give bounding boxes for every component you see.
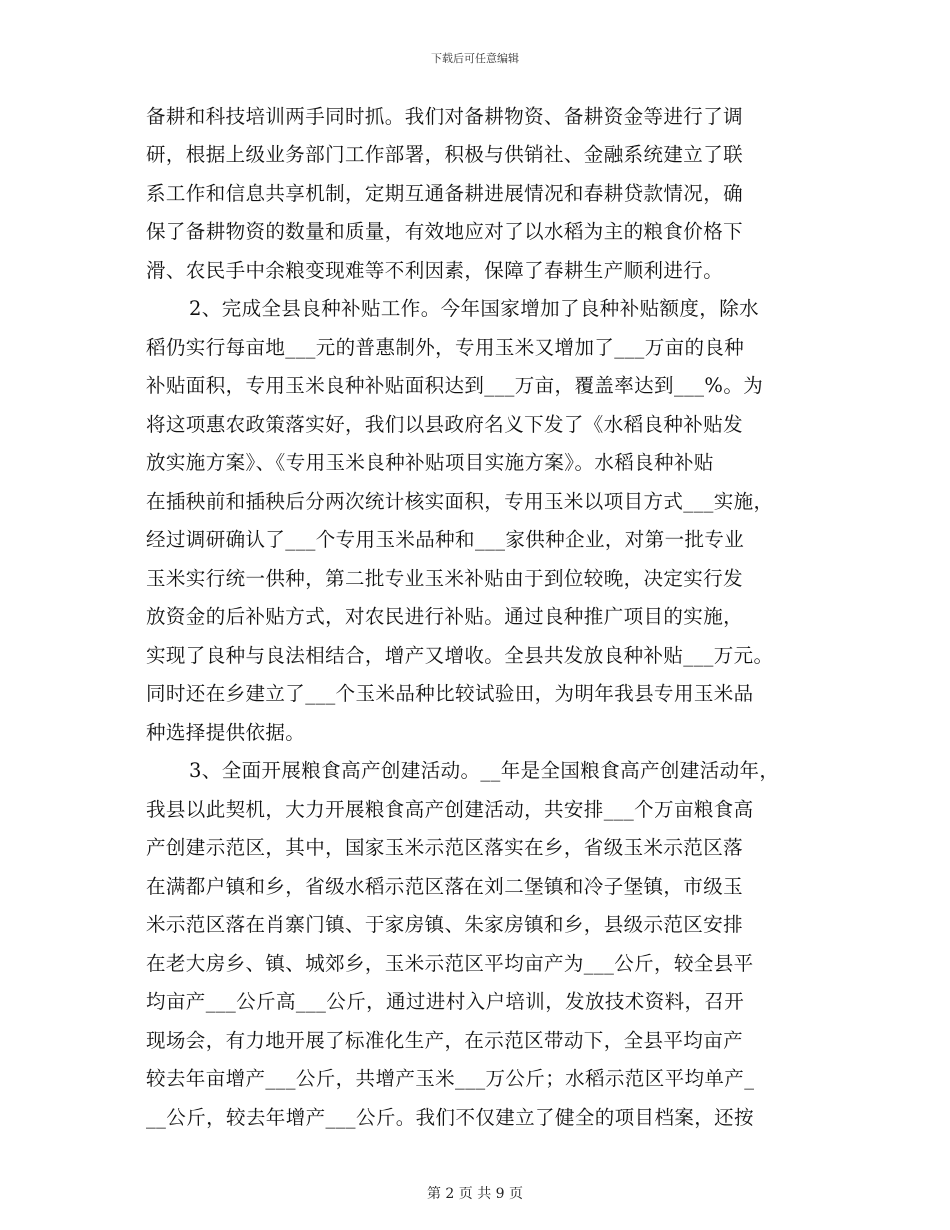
text-line: 在插秧前和插秧后分两次统计核实面积，专用玉米以项目方式___实施， bbox=[146, 490, 774, 513]
text-line: 放资金的后补贴方式，对农民进行补贴。通过良种推广项目的实施， bbox=[146, 605, 744, 628]
text-line: 实现了良种与良法相结合，增产又增收。全县共发放良种补贴___万元。 bbox=[146, 644, 774, 667]
text-line: 3、全面开展粮食高产创建活动。__年是全国粮食高产创建活动年， bbox=[189, 759, 780, 782]
text-line: 同时还在乡建立了___个玉米品种比较试验田，为明年我县专用玉米品 bbox=[146, 682, 754, 705]
page-header: 下载后可任意编辑 bbox=[431, 52, 519, 65]
text-line: 备耕和科技培训两手同时抓。我们对备耕物资、备耕资金等进行了调 bbox=[146, 105, 744, 128]
text-line: 研，根据上级业务部门工作部署，积极与供销社、金融系统建立了联 bbox=[146, 143, 744, 166]
text-line: 产创建示范区，其中，国家玉米示范区落实在乡，省级玉米示范区落 bbox=[146, 836, 744, 859]
text-line: 2、完成全县良种补贴工作。今年国家增加了良种补贴额度，除水 bbox=[189, 297, 760, 320]
text-line: 系工作和信息共享机制，定期互通备耕进展情况和春耕贷款情况，确 bbox=[146, 182, 744, 205]
text-line: 保了备耕物资的数量和质量，有效地应对了以水稻为主的粮食价格下 bbox=[146, 220, 744, 243]
text-line: 较去年亩增产___公斤，共增产玉米___万公斤；水稻示范区平均单产_ bbox=[146, 1067, 755, 1090]
text-line: 玉米实行统一供种，第二批专业玉米补贴由于到位较晚，决定实行发 bbox=[146, 567, 744, 590]
text-line: 稻仍实行每亩地___元的普惠制外，专用玉米又增加了___万亩的良种 bbox=[146, 336, 745, 359]
text-line: 在满都户镇和乡，省级水稻示范区落在刘二堡镇和冷子堡镇，市级玉 bbox=[146, 875, 744, 898]
text-line: 种选择提供依据。 bbox=[146, 721, 306, 744]
text-line: 均亩产___公斤高___公斤，通过进村入户培训，发放技术资料，召开 bbox=[146, 990, 745, 1013]
text-line: 补贴面积，专用玉米良种补贴面积达到___万亩，覆盖率达到___%。为 bbox=[146, 374, 764, 397]
text-line: 米示范区落在肖寨门镇、于家房镇、朱家房镇和乡，县级示范区安排 bbox=[146, 913, 744, 936]
text-line: 滑、农民手中余粮变现难等不利因素，保障了春耕生产顺利进行。 bbox=[146, 259, 724, 282]
text-line: 将这项惠农政策落实好，我们以县政府名义下发了《水稻良种补贴发 bbox=[146, 413, 744, 436]
text-line: 经过调研确认了___个专用玉米品种和___家供种企业，对第一批专业 bbox=[146, 528, 745, 551]
text-line: __公斤，较去年增产___公斤。我们不仅建立了健全的项目档案，还按 bbox=[146, 1106, 754, 1129]
text-line: 我县以此契机，大力开展粮食高产创建活动，共安排___个万亩粮食高 bbox=[146, 798, 754, 821]
text-line: 放实施方案》、《专用玉米良种补贴项目实施方案》。水稻良种补贴 bbox=[146, 451, 714, 474]
text-line: 现场会，有力地开展了标准化生产，在示范区带动下，全县平均亩产 bbox=[146, 1029, 744, 1052]
text-line: 在老大房乡、镇、城郊乡，玉米示范区平均亩产为___公斤，较全县平 bbox=[146, 952, 754, 975]
page-footer: 第 2 页 共 9 页 bbox=[426, 1186, 524, 1202]
